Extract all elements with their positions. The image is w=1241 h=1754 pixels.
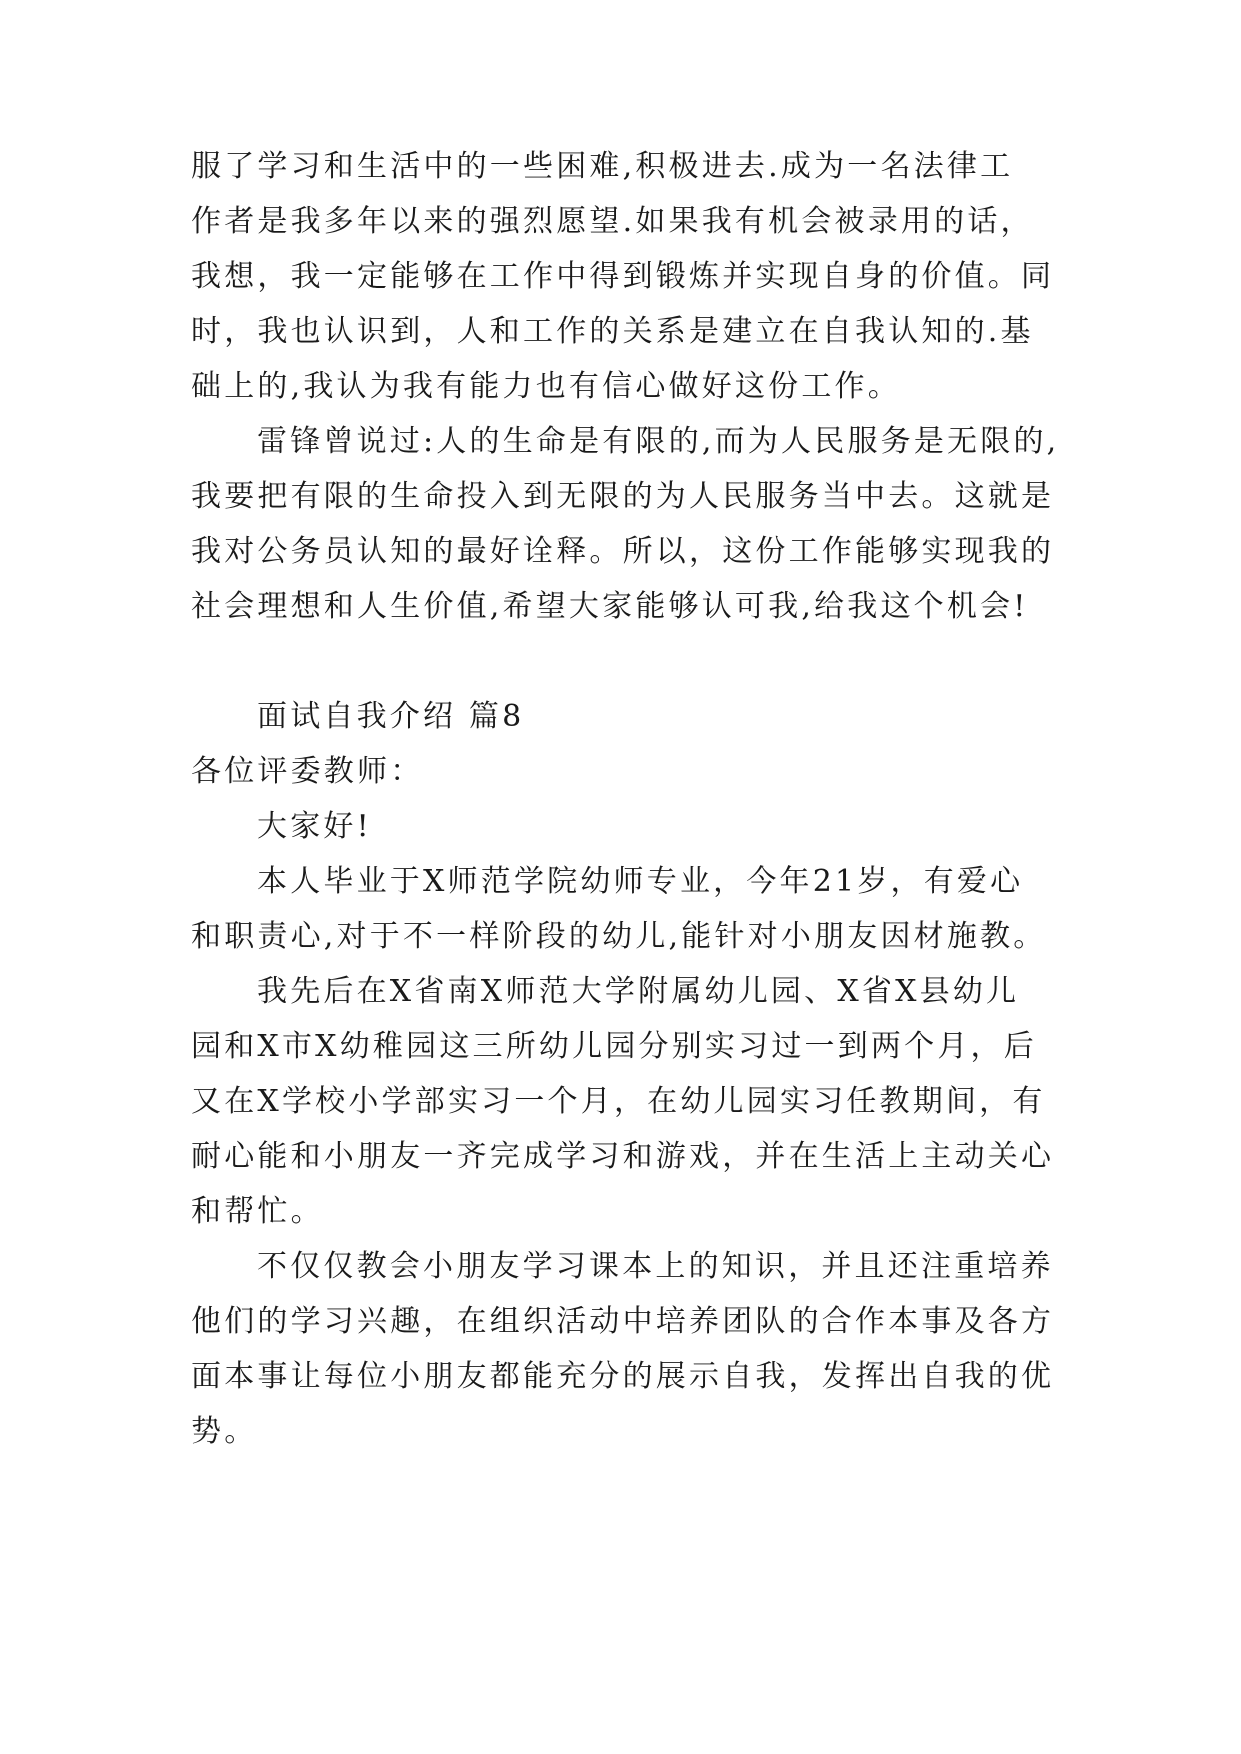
text-line: 又在X学校小学部实习一个月，在幼儿园实习任教期间，有 [191, 1084, 1046, 1119]
text-line: 服了学习和生活中的一些困难,积极进去.成为一名法律工 [191, 149, 1014, 184]
greeting: 大家好! [257, 809, 372, 844]
text-line: 园和X市X幼稚园这三所幼儿园分别实习过一到两个月，后 [191, 1029, 1037, 1064]
section-heading: 面试自我介绍 篇8 [257, 699, 525, 734]
text-line: 和职责心,对于不一样阶段的幼儿,能针对小朋友因材施教。 [191, 919, 1047, 954]
text-line: 时，我也认识到，人和工作的关系是建立在自我认知的.基 [191, 314, 1034, 349]
text-line: 他们的学习兴趣，在组织活动中培养团队的合作本事及各方 [191, 1304, 1055, 1339]
salutation: 各位评委教师： [191, 754, 424, 789]
text-line: 面本事让每位小朋友都能充分的展示自我，发挥出自我的优 [191, 1359, 1055, 1394]
text-line: 雷锋曾说过:人的生命是有限的,而为人民服务是无限的, [257, 424, 1060, 459]
text-line: 础上的,我认为我有能力也有信心做好这份工作。 [191, 369, 901, 404]
text-line: 耐心能和小朋友一齐完成学习和游戏，并在生活上主动关心 [191, 1139, 1055, 1174]
text-line: 作者是我多年以来的强烈愿望.如果我有机会被录用的话， [191, 204, 1034, 239]
text-line: 本人毕业于X师范学院幼师专业，今年21岁，有爱心 [257, 864, 1024, 899]
text-line: 我想，我一定能够在工作中得到锻炼并实现自身的价值。同 [191, 259, 1055, 294]
text-line: 和帮忙。 [191, 1194, 324, 1229]
text-line: 社会理想和人生价值,希望大家能够认可我,给我这个机会! [191, 589, 1029, 624]
text-line: 不仅仅教会小朋友学习课本上的知识，并且还注重培养 [257, 1249, 1054, 1284]
text-line: 我先后在X省南X师范大学附属幼儿园、X省X县幼儿 [257, 974, 1020, 1009]
text-line: 我要把有限的生命投入到无限的为人民服务当中去。这就是 [191, 479, 1055, 514]
text-line: 我对公务员认知的最好诠释。所以，这份工作能够实现我的 [191, 534, 1055, 569]
text-line: 势。 [191, 1414, 258, 1449]
